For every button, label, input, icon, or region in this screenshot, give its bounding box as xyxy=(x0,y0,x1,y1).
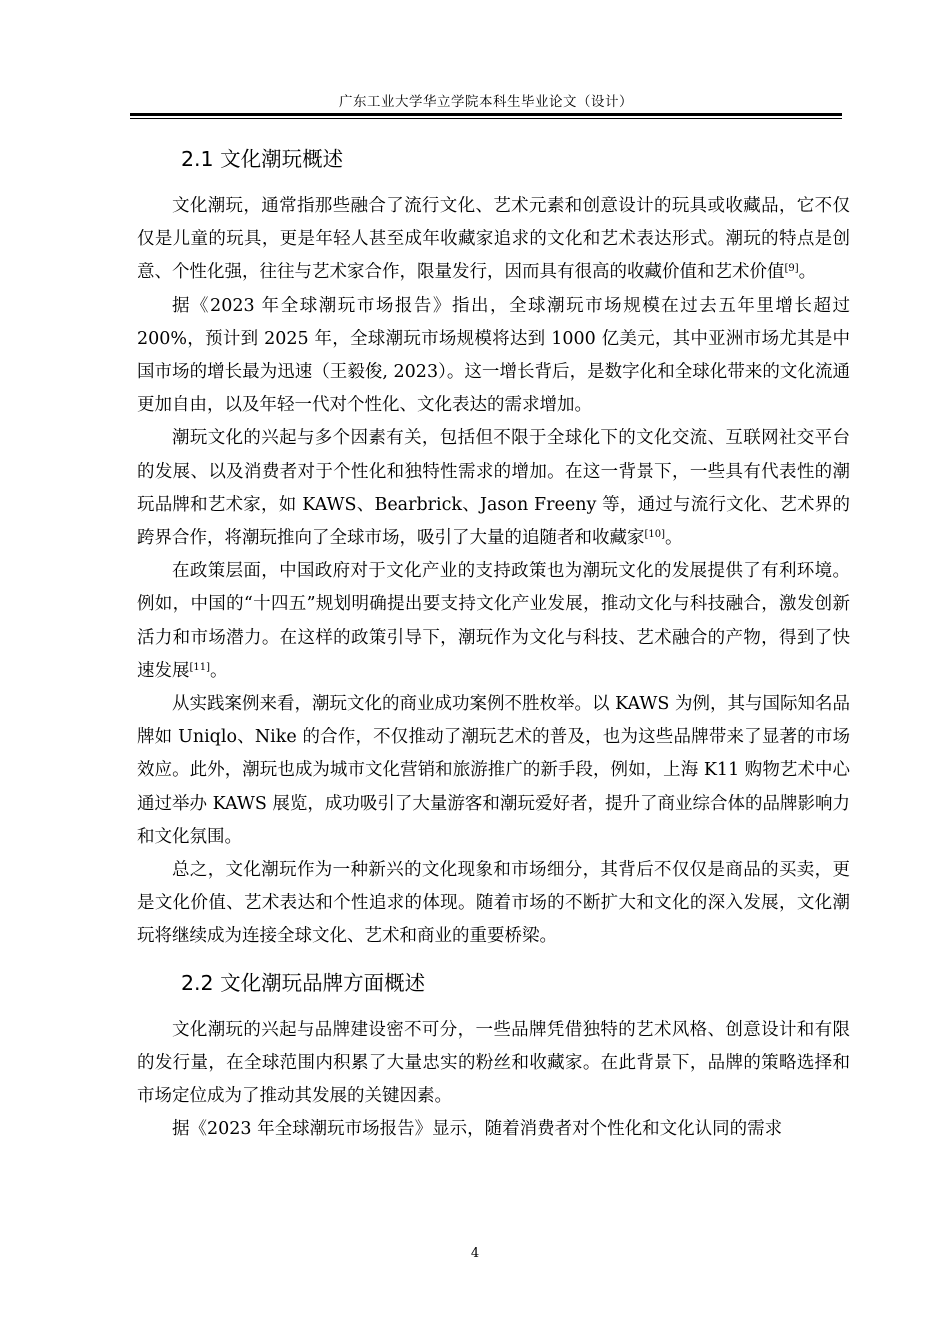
paragraph-tail: 。 xyxy=(210,660,228,681)
citation: [10] xyxy=(644,529,666,541)
paragraph-text: 文化潮玩，通常指那些融合了流行文化、艺术元素和创意设计的玩具或收藏品，它不仅仅是儿童的玩具，更是年轻人甚至成年收藏家追求的文化和艺术表达形式。潮玩的特点是创意、个性化强，往往与艺术家合作，限量发行，因而具有很高的收藏价值和艺术价值 xyxy=(137,196,850,283)
citation: [11] xyxy=(189,661,211,673)
section-heading-2-2: 2.2 文化潮玩品牌方面概述 xyxy=(181,970,426,995)
paragraph xyxy=(137,422,850,555)
citation: [9] xyxy=(784,263,799,275)
paragraph-text: 从实践案例来看，潮玩文化的商业成功案例不胜枚举。以 KAWS 为例，其与国际知名品牌如 Uniqlo、Nike 的合作，不仅推动了潮玩艺术的普及，也为这些品牌带来了显著的市场效应。此外，潮玩也成为城市文化营销和旅游推广的新手段，例如，上海 K11 购物艺术中心通过举办 KAWS 展览，成功吸引了大量游客和潮玩爱好者，提升了商业综合体的品牌影响力和文化氛围。 xyxy=(137,694,850,847)
paragraph xyxy=(137,555,850,688)
paragraph xyxy=(137,1113,850,1146)
paragraph-tail: 。 xyxy=(665,528,683,549)
paragraph xyxy=(137,290,850,423)
paragraph xyxy=(137,190,850,290)
paragraph-text: 据《2023 年全球潮玩市场报告》指出，全球潮玩市场规模在过去五年里增长超过 200%，预计到 2025 年，全球潮玩市场规模将达到 1000 亿美元，其中亚洲市场尤其是中国市场的增长最为迅速（王毅俊, 2023）。这一增长背后，是数字化和全球化带来的文化流通更加自由，以及年轻一代对个性化、文化表达的需求增加。 xyxy=(137,295,850,416)
paragraph xyxy=(137,1014,850,1114)
section-heading-2-1: 2.1 文化潮玩概述 xyxy=(181,147,344,171)
paragraph-text: 在政策层面，中国政府对于文化产业的支持政策也为潮玩文化的发展提供了有利环境。例如，中国的“十四五”规划明确提出要支持文化产业发展，推动文化与科技融合，激发创新活力和市场潜力。在这样的政策引导下，潮玩作为文化与科技、艺术融合的产物，得到了快速发展 xyxy=(137,561,850,681)
paragraph-text: 据《2023 年全球潮玩市场报告》显示，随着消费者对个性化和文化认同的需求 xyxy=(172,1119,783,1140)
page-number: 4 xyxy=(470,1246,480,1261)
paragraph xyxy=(137,688,850,854)
page-body xyxy=(137,132,850,1146)
paragraph-text: 潮玩文化的兴起与多个因素有关，包括但不限于全球化下的文化交流、互联网社交平台的发展、以及消费者对于个性化和独特性需求的增加。在这一背景下，一些具有代表性的潮玩品牌和艺术家，如 KAWS、Bearbrick、Jason Freeny 等，通过与流行文化、艺术界的跨界合作，将潮玩推向了全球市场，吸引了大量的追随者和收藏家 xyxy=(137,428,850,549)
paragraph-text: 文化潮玩的兴起与品牌建设密不可分，一些品牌凭借独特的艺术风格、创意设计和有限的发行量，在全球范围内积累了大量忠实的粉丝和收藏家。在此背景下，品牌的策略选择和市场定位成为了推动其发展的关键因素。 xyxy=(137,1019,850,1107)
header-rule-thick xyxy=(130,113,842,116)
paragraph-text: 总之，文化潮玩作为一种新兴的文化现象和市场细分，其背后不仅仅是商品的买卖，更是文化价值、艺术表达和个性追求的体现。随着市场的不断扩大和文化的深入发展，文化潮玩将继续成为连接全球文化、艺术和商业的重要桥梁。 xyxy=(137,860,850,947)
header-rule-thin xyxy=(130,118,842,119)
running-header: 广东工业大学华立学院本科生毕业论文（设计） xyxy=(339,94,633,110)
paragraph xyxy=(137,854,850,954)
paragraph-tail: 。 xyxy=(798,262,817,283)
